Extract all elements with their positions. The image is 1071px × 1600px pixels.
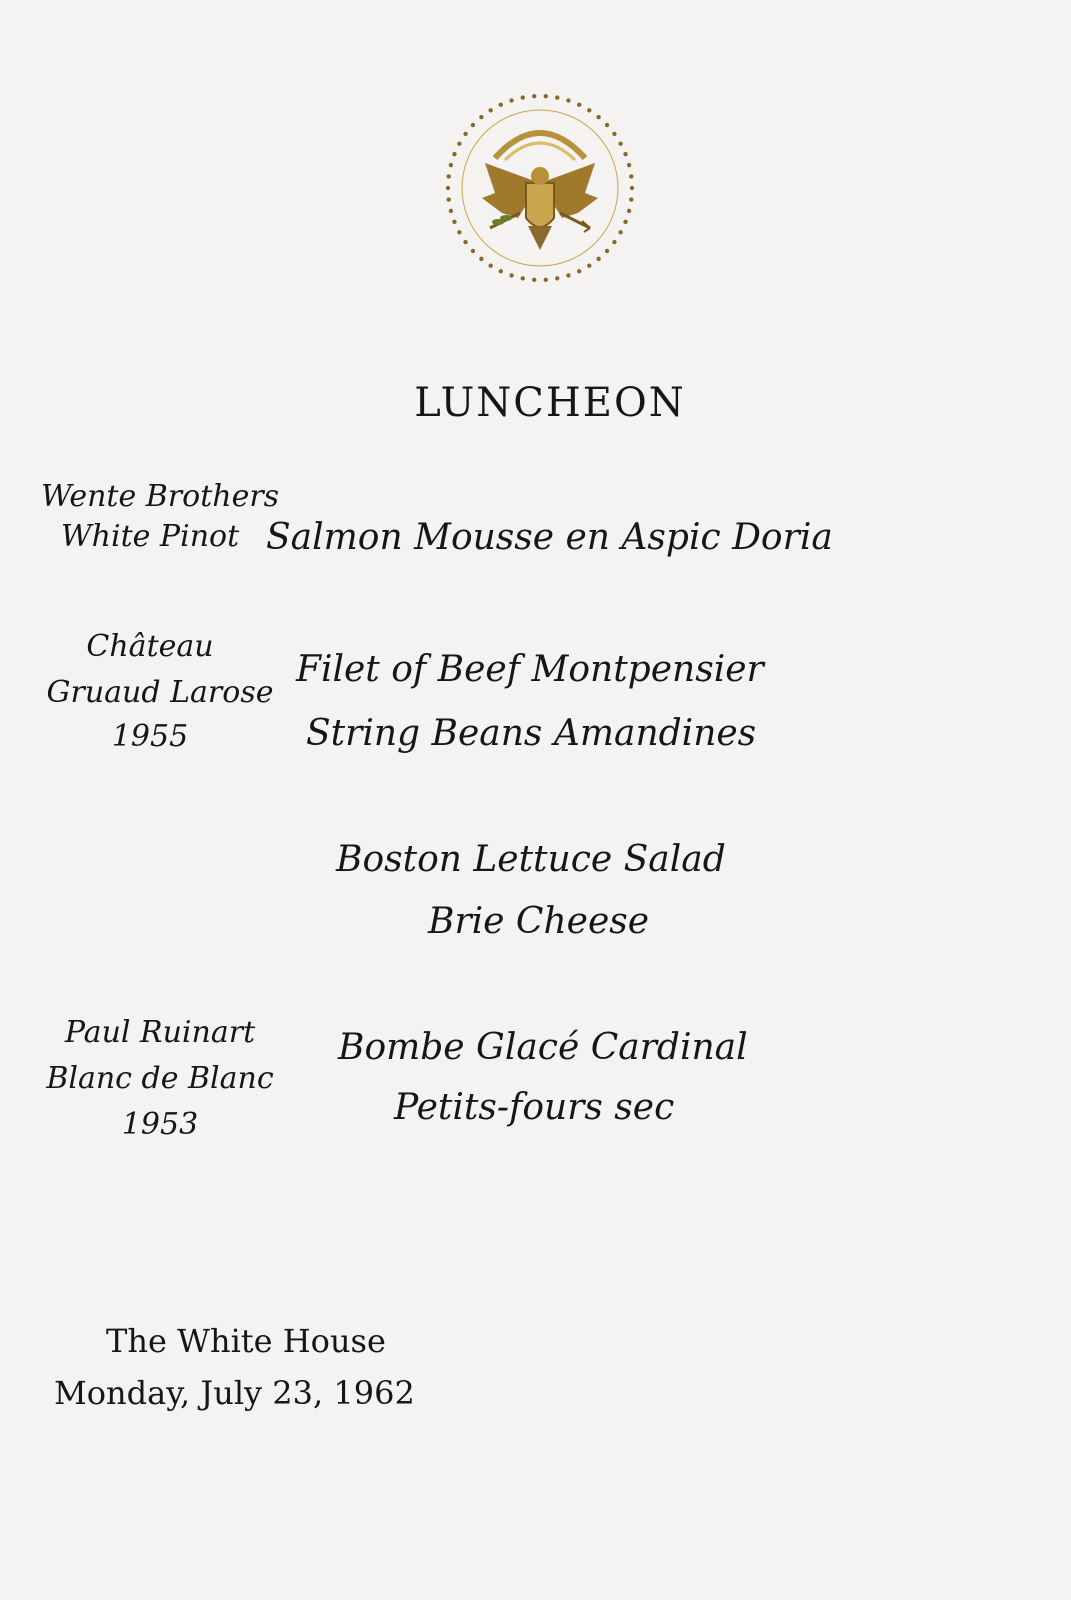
seal-star <box>544 94 548 98</box>
seal-star <box>509 273 513 277</box>
seal-star <box>623 220 627 224</box>
seal-star <box>463 132 467 136</box>
wine-4-line-3: 1953 <box>121 1107 199 1142</box>
seal-star <box>452 152 456 156</box>
seal-star <box>627 209 631 213</box>
seal-star <box>587 108 591 112</box>
seal-star <box>566 273 570 277</box>
seal-star <box>489 108 493 112</box>
seal-star <box>463 240 467 244</box>
wine-1-line-1: Wente Brothers <box>40 479 280 514</box>
seal-star <box>544 278 548 282</box>
seal-star <box>521 276 525 280</box>
seal-star <box>605 249 609 253</box>
seal-star <box>596 257 600 261</box>
wine-4-line-1: Paul Ruinart <box>64 1015 256 1050</box>
seal-star <box>449 209 453 213</box>
seal-star <box>555 95 559 99</box>
wine-2-line-1: Château <box>86 629 214 664</box>
seal-star <box>612 240 616 244</box>
wine-2-line-2: Gruaud Larose <box>46 675 274 710</box>
seal-star <box>471 123 475 127</box>
seal-star <box>605 123 609 127</box>
course-2-dish-1: Filet of Beef Montpensier <box>296 649 764 690</box>
seal-star <box>618 230 622 234</box>
seal-star <box>532 94 536 98</box>
wine-4-line-2: Blanc de Blanc <box>46 1061 274 1096</box>
course-4-dish-1: Bombe Glacé Cardinal <box>338 1027 748 1068</box>
seal-star <box>449 163 453 167</box>
seal-star <box>479 115 483 119</box>
seal-star <box>629 174 633 178</box>
course-4-dish-2: Petits-fours sec <box>394 1087 675 1128</box>
seal-star <box>612 132 616 136</box>
seal-star <box>566 98 570 102</box>
seal-star <box>447 174 451 178</box>
seal-star <box>509 98 513 102</box>
seal-star <box>489 263 493 267</box>
seal-star <box>577 269 581 273</box>
course-1-dish: Salmon Mousse en Aspic Doria <box>266 517 833 558</box>
seal-star <box>630 186 634 190</box>
seal-star <box>446 186 450 190</box>
seal-star <box>532 278 536 282</box>
seal-star <box>627 163 631 167</box>
seal-star <box>629 197 633 201</box>
seal-star <box>521 95 525 99</box>
seal-star <box>471 249 475 253</box>
seal-star <box>499 269 503 273</box>
course-2-dish-2: String Beans Amandines <box>306 713 757 754</box>
seal-star <box>618 141 622 145</box>
seal-star <box>596 115 600 119</box>
menu-title: LUNCHEON <box>414 380 686 426</box>
seal-star <box>447 197 451 201</box>
seal-star <box>587 263 591 267</box>
seal-star <box>555 276 559 280</box>
seal-star <box>623 152 627 156</box>
footer-place: The White House <box>106 1322 386 1360</box>
footer-date: Monday, July 23, 1962 <box>54 1374 415 1412</box>
seal-star <box>452 220 456 224</box>
course-3-dish-2: Brie Cheese <box>428 901 650 942</box>
wine-1-line-2: White Pinot <box>60 519 240 554</box>
seal-star <box>479 257 483 261</box>
presidential-seal-icon <box>440 88 640 288</box>
seal-star <box>499 103 503 107</box>
seal-star <box>457 141 461 145</box>
course-3-dish-1: Boston Lettuce Salad <box>336 839 726 880</box>
seal-star <box>577 103 581 107</box>
seal-star <box>457 230 461 234</box>
wine-2-line-3: 1955 <box>111 719 189 754</box>
